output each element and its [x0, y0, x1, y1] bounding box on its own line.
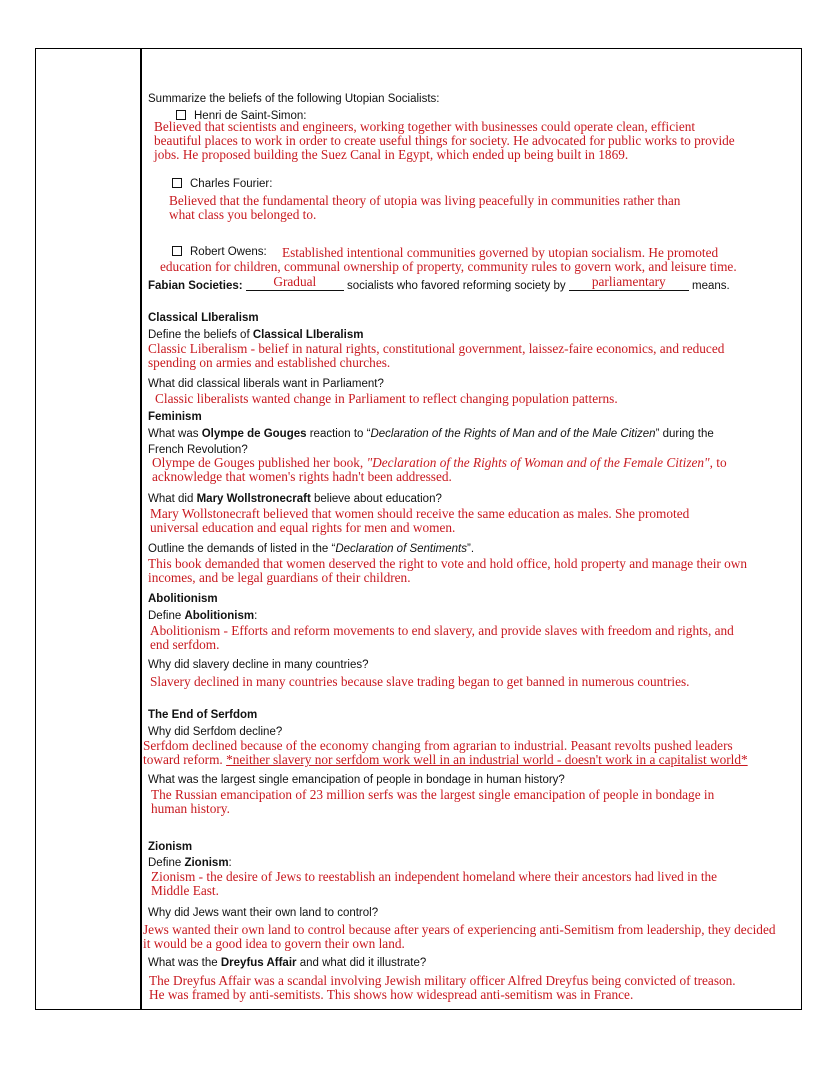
q-text: : [228, 857, 232, 869]
answer-line: end serfdom. [150, 637, 220, 652]
answer-text: , to [709, 455, 727, 470]
serfdom-a2 [151, 788, 714, 816]
q-text: Outline the demands of listed in the “ [148, 543, 336, 555]
q-text: What did [148, 493, 194, 505]
q-text: ”. [467, 543, 475, 555]
abolitionism-q2: Why did slavery decline in many countries? [148, 659, 369, 671]
answer-line: universal education and equal rights for men and women. [150, 520, 456, 535]
classical-q1 [148, 328, 363, 342]
owens-item [172, 245, 267, 259]
q-text: Define [148, 857, 182, 869]
answer-line: Classic Liberalism - belief in natural rights, constitutional government, laissez-faire economics, and reduced [148, 341, 725, 356]
checkbox-icon [172, 246, 182, 256]
feminism-a1 [152, 456, 727, 484]
saint-simon-label: Henri de Saint-Simon: [194, 110, 307, 122]
answer-underlined: *neither slavery nor serfdom work well in an industrial world - doesn't work in a capitalist world* [226, 752, 748, 767]
owens-answer-line2 [160, 260, 737, 274]
owens-answer-inline [282, 246, 718, 260]
answer-line: This book demanded that women deserved the right to vote and hold office, hold property and manage their own [148, 556, 748, 571]
answer-line: Established intentional communities governed by utopian socialism. He promoted [282, 245, 719, 260]
abolitionism-a2 [150, 675, 689, 689]
q-bold: Abolitionism [184, 610, 255, 622]
answer-line: The Russian emancipation of 23 million serfs was the largest single emancipation of people in bondage in [151, 787, 715, 802]
classical-q2: What did classical liberals want in Parliament? [148, 378, 384, 390]
fourier-item [172, 177, 272, 191]
q-text: ” during the [655, 428, 714, 440]
zionism-heading: Zionism [148, 841, 193, 853]
zionism-a1 [151, 870, 717, 898]
q-italic: Declaration of the Rights of Man and of the Male Citizen [370, 428, 656, 440]
saint-simon-answer [154, 120, 735, 162]
q-bold: Zionism [184, 857, 229, 869]
fabian-label: Fabian Societies: [148, 280, 243, 292]
answer-line: Serfdom declined because of the economy changing from agrarian to industrial. Peasant revolts pushed leaders [143, 738, 733, 753]
zionism-q2: Why did Jews want their own land to control? [148, 907, 379, 919]
answer-line: The Dreyfus Affair was a scandal involving Jewish military officer Alfred Dreyfus being convicted of treason. [149, 973, 736, 988]
fabian-blank-2 [569, 274, 689, 291]
serfdom-heading: The End of Serfdom [148, 709, 258, 721]
serfdom-q1: Why did Serfdom decline? [148, 726, 283, 738]
q-text: and what did it illustrate? [299, 957, 427, 969]
classical-a2 [155, 392, 618, 406]
feminism-q3 [148, 542, 474, 556]
answer-line: Classic liberalists wanted change in Parliament to reflect changing population patterns. [155, 391, 618, 406]
answer-line [152, 456, 727, 470]
answer-line: spending on armies and established churches. [148, 355, 391, 370]
q-text: What was the [148, 957, 218, 969]
fabian-blank-1 [246, 274, 344, 291]
answer-line: education for children, communal ownership of property, community rules to govern work, and leisure time. [160, 259, 737, 274]
feminism-a2 [150, 507, 689, 535]
fabian-line [148, 274, 730, 293]
feminism-heading: Feminism [148, 411, 202, 423]
answer-line: it would be a good idea to govern their own land. [143, 936, 405, 951]
fabian-answer-2: parliamentary [591, 274, 666, 289]
zionism-a3 [149, 974, 736, 1002]
feminism-q1-line2: French Revolution? [148, 444, 248, 456]
column-divider [140, 48, 142, 1010]
answer-line: Abolitionism - Efforts and reform movements to end slavery, and provide slaves with freedom and rights, and [150, 623, 734, 638]
utopian-prompt: Summarize the beliefs of the following Utopian Socialists: [148, 93, 440, 105]
feminism-a3 [148, 557, 747, 585]
q-bold: Classical LIberalism [252, 329, 364, 341]
feminism-q2 [148, 492, 442, 506]
checkbox-icon [172, 178, 182, 188]
answer-line: Believed that the fundamental theory of utopia was living peacefully in communities rather than [169, 193, 681, 208]
answer-line: Middle East. [151, 883, 219, 898]
q-italic: Declaration of Sentiments [335, 543, 467, 555]
q-text: Define the beliefs of [148, 329, 250, 341]
q-bold: Mary Wollstronecraft [196, 493, 311, 505]
answer-line: human history. [151, 801, 230, 816]
fabian-end: means. [692, 280, 730, 292]
answer-line: what class you belonged to. [169, 207, 317, 222]
fourier-answer [169, 194, 680, 222]
answer-line: Mary Wollstonecraft believed that women should receive the same education as males. She promoted [150, 506, 690, 521]
fabian-answer-1: Gradual [273, 274, 317, 289]
classical-heading: Classical LIberalism [148, 312, 259, 324]
feminism-q1 [148, 427, 714, 441]
serfdom-a1 [143, 739, 748, 767]
answer-line: incomes, and be legal guardians of their children. [148, 570, 411, 585]
answer-line: Zionism - the desire of Jews to reestablish an independent homeland where their ancestors had lived in the [151, 869, 718, 884]
q-text: : [254, 610, 258, 622]
answer-line: Slavery declined in many countries because slave trading began to get banned in numerous countries. [150, 674, 690, 689]
zionism-a2 [143, 923, 776, 951]
q-text: believe about education? [313, 493, 442, 505]
answer-line: He was framed by anti-semitists. This shows how widespread anti-semitism was in France. [149, 987, 634, 1002]
answer-line: acknowledge that women's rights hadn't been addressed. [152, 469, 452, 484]
answer-line: Jews wanted their own land to control because after years of experiencing anti-Semitism from leadership, they decided [143, 922, 776, 937]
q-text: What was [148, 428, 199, 440]
abolitionism-a1 [150, 624, 734, 652]
zionism-q1 [148, 856, 232, 870]
q-text: Define [148, 610, 182, 622]
q-bold: Dreyfus Affair [220, 957, 297, 969]
answer-text: Olympe de Gouges published her book, [152, 455, 367, 470]
answer-line: jobs. He proposed building the Suez Canal in Egypt, which ended up being built in 1869. [154, 147, 629, 162]
zionism-q3 [148, 956, 426, 970]
fabian-middle: socialists who favored reforming society by [347, 280, 566, 292]
fourier-label: Charles Fourier: [190, 178, 273, 190]
answer-line: beautiful places to work in order to create useful things for society. He advocated for public works to provide [154, 133, 735, 148]
q-text: reaction to “ [309, 428, 371, 440]
classical-a1 [148, 342, 724, 370]
q-bold: Olympe de Gouges [201, 428, 307, 440]
abolitionism-heading: Abolitionism [148, 593, 218, 605]
abolitionism-q1 [148, 609, 257, 623]
answer-italic: "Declaration of the Rights of Woman and of the Female Citizen" [366, 455, 710, 470]
owens-label: Robert Owens: [190, 246, 267, 258]
serfdom-q2: What was the largest single emancipation of people in bondage in human history? [148, 774, 565, 786]
answer-line [143, 753, 748, 767]
answer-line: Believed that scientists and engineers, working together with businesses could operate clean, efficient [154, 119, 696, 134]
answer-text: toward reform. [143, 752, 227, 767]
